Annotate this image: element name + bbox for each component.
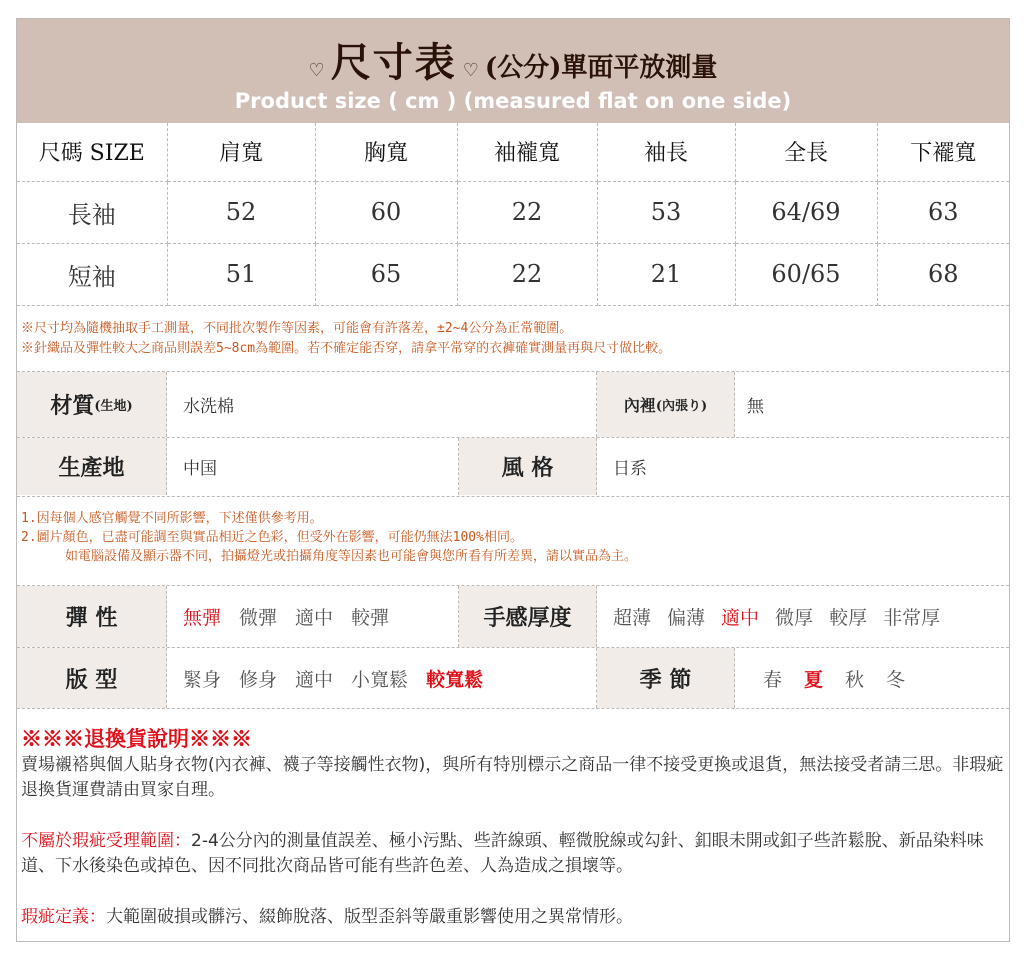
measurement-note <box>21 319 1006 359</box>
policy-text: 2-4公分內的測量值誤差、極小污點、些許線頭、輕微脫線或勾針、釦眼未開或釦子些許鬆脫、新品染料味道、下水後染色或掉色、因不同批次商品皆可能有些許色差、人為造成之損壞等。 <box>21 831 984 876</box>
table-cell: 68 <box>877 243 1009 305</box>
style-value: 日系 <box>613 459 647 479</box>
season-label: 季 節 <box>597 648 735 708</box>
note-line: 2.圖片顏色，已盡可能調至與實品相近之色彩，但受外在影響，可能仍無法100%相同。 <box>21 530 523 545</box>
fit-option: 修身 <box>239 668 278 691</box>
lining-label-text: 內裡 <box>623 396 656 415</box>
header-cell: 胸寬 <box>315 123 457 181</box>
page-subtitle: (公分)單面平放測量 <box>484 53 718 83</box>
elasticity-option-list <box>167 603 389 630</box>
season-option-list <box>735 665 905 692</box>
table-cell: 52 <box>167 181 315 243</box>
policy-paragraph <box>21 905 1006 930</box>
origin-row <box>17 437 1009 495</box>
table-cell: 短袖 <box>17 243 167 305</box>
thickness-options <box>597 586 1009 647</box>
policy-paragraph: 賣場襯褡與個人貼身衣物(內衣褲、襪子等接觸性衣物)，與所有特別標示之商品一律不接受更換或退貨，無法接受者請三思。非瑕疵退換貨運費請由買家自理。 <box>21 755 1004 800</box>
header-cell: 尺碼 SIZE <box>17 123 167 181</box>
return-policy <box>21 725 1006 930</box>
color-note <box>21 509 1006 566</box>
table-row <box>17 243 1009 305</box>
lining-label-small: (內張り) <box>655 399 708 414</box>
material-label-small: (生地) <box>94 399 133 414</box>
policy-text: 大範圍破損或髒污、綴飾脫落、版型歪斜等嚴重影響使用之異常情形。 <box>106 907 633 927</box>
table-cell: 64/69 <box>735 181 877 243</box>
material-label-text: 材質 <box>50 393 95 419</box>
size-table <box>17 123 1009 306</box>
thickness-option: 微厚 <box>775 607 814 629</box>
style-label: 風 格 <box>459 438 597 495</box>
thickness-option: 偏薄 <box>667 607 706 629</box>
fit-option: 適中 <box>295 668 334 691</box>
material-label <box>17 372 167 437</box>
table-cell: 長袖 <box>17 181 167 243</box>
note-line: ※針織品及彈性較大之商品則誤差5~8cm為範圍。若不確定能否穿，請拿平常穿的衣褲確實測量再與尺寸做比較。 <box>21 341 672 356</box>
header-cell: 袖長 <box>597 123 735 181</box>
lining-value: 無 <box>747 397 764 417</box>
fit-option: 較寬鬆 <box>426 668 484 691</box>
fit-option-list <box>167 665 483 692</box>
elasticity-option: 無彈 <box>183 607 222 629</box>
thickness-option: 適中 <box>721 607 760 629</box>
note-line: 如電腦設備及顯示器不同，拍攝燈光或拍攝角度等因素也可能會與您所看有所差異，請以實品為主。 <box>65 549 638 564</box>
english-subtitle: Product size ( cm ) (measured flat on one side) <box>234 89 792 113</box>
origin-label: 生產地 <box>17 438 167 495</box>
season-options <box>735 648 1009 708</box>
table-cell: 22 <box>457 181 597 243</box>
heart-icon: ♡ <box>462 60 479 81</box>
note-line: 1.因每個人感官觸覺不同所影響，下述僅供參考用。 <box>21 511 323 526</box>
season-option: 秋 <box>845 668 865 691</box>
header-cell: 肩寬 <box>167 123 315 181</box>
material-value: 水洗棉 <box>167 372 597 437</box>
fit-label: 版 型 <box>17 648 167 708</box>
fit-row <box>17 647 1009 709</box>
table-cell: 65 <box>315 243 457 305</box>
header-cell: 全長 <box>735 123 877 181</box>
lining-label <box>597 372 735 437</box>
header-cell: 下襬寬 <box>877 123 1009 181</box>
season-option: 春 <box>763 668 783 691</box>
season-option: 夏 <box>804 668 824 691</box>
elasticity-option: 較彈 <box>351 607 390 629</box>
thickness-option-list <box>597 603 940 630</box>
table-cell: 21 <box>597 243 735 305</box>
elasticity-option: 微彈 <box>239 607 278 629</box>
elasticity-option: 適中 <box>295 607 334 629</box>
divider <box>17 496 1009 497</box>
fit-option: 小寬鬆 <box>351 668 409 691</box>
thickness-option: 非常厚 <box>883 607 941 629</box>
size-table-header-row <box>17 123 1009 181</box>
fit-options <box>167 648 597 708</box>
policy-title: ※※※退換貨說明※※※ <box>21 726 252 751</box>
table-cell: 60/65 <box>735 243 877 305</box>
heart-icon: ♡ <box>308 60 325 81</box>
page-title: 尺寸表 <box>330 39 457 86</box>
table-cell: 53 <box>597 181 735 243</box>
header-banner <box>17 19 1009 123</box>
table-cell: 51 <box>167 243 315 305</box>
size-chart-sheet <box>16 18 1010 942</box>
fit-option: 緊身 <box>183 668 222 691</box>
thickness-option: 超薄 <box>613 607 652 629</box>
policy-label: 不屬於瑕疵受理範圍： <box>21 831 191 851</box>
table-row <box>17 181 1009 243</box>
thickness-label: 手感厚度 <box>459 586 597 647</box>
elasticity-label: 彈 性 <box>17 586 167 647</box>
material-row <box>17 371 1009 437</box>
policy-paragraph <box>21 829 1006 879</box>
note-line: ※尺寸均為隨機抽取手工測量，不同批次製作等因素，可能會有許落差，±2~4公分為正常範圍。 <box>21 321 573 336</box>
origin-value: 中国 <box>167 438 459 495</box>
table-cell: 63 <box>877 181 1009 243</box>
thickness-option: 較厚 <box>829 607 868 629</box>
table-cell: 60 <box>315 181 457 243</box>
season-option: 冬 <box>886 668 906 691</box>
policy-label: 瑕疵定義： <box>21 907 106 927</box>
header-cell: 袖襱寬 <box>457 123 597 181</box>
title-line <box>17 31 1009 88</box>
elasticity-options <box>167 586 459 647</box>
table-cell: 22 <box>457 243 597 305</box>
elasticity-row <box>17 585 1009 647</box>
